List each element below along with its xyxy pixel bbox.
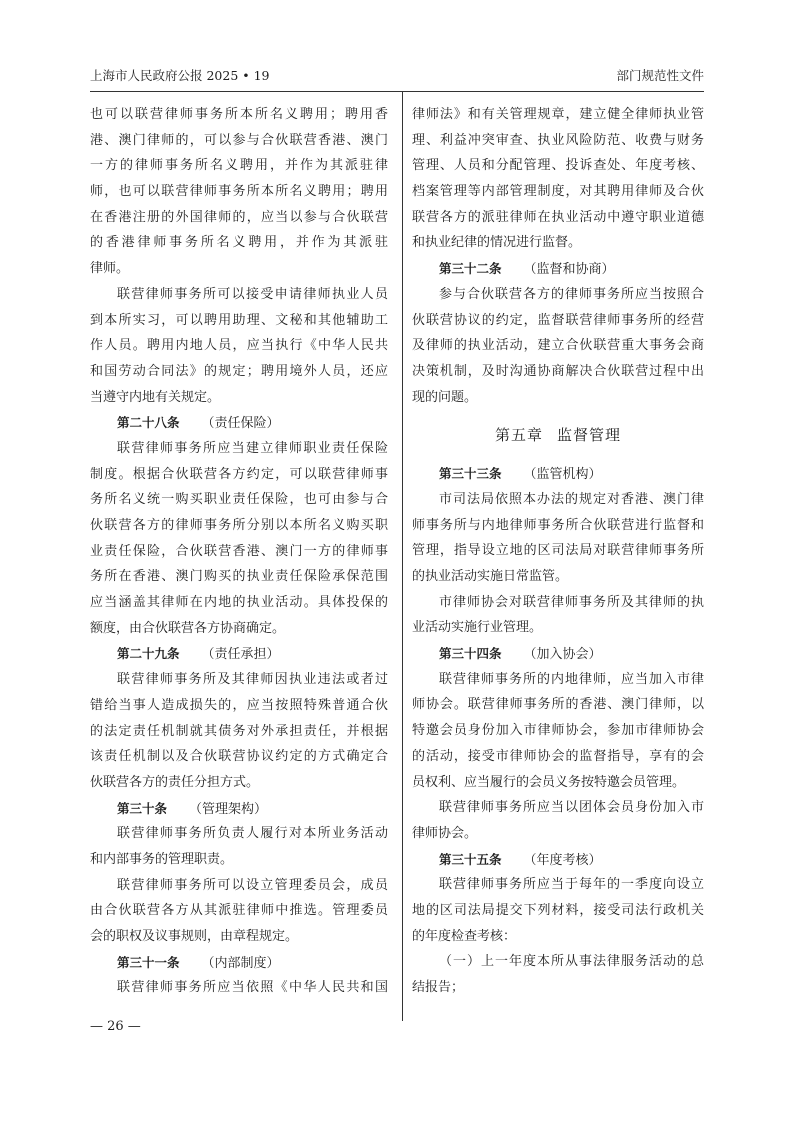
page-header — [90, 66, 704, 88]
text-line: 的香港律师事务所名义聘用，并作为其派驻 — [90, 235, 388, 251]
text-line: 伙联营各方的责任分担方式。 — [90, 774, 260, 790]
text-line: 联营各方的派驻律师在执业活动中遵守职业道德 — [412, 209, 704, 225]
text-line: 伙联营各方的律师事务所分别以本所名义购买职 — [90, 518, 388, 533]
left-column — [90, 102, 388, 1001]
text-line: 师事务所与内地律师事务所合伙联营进行监督和 — [412, 517, 704, 533]
text-line: 和执业纪律的情况进行监督。 — [412, 235, 582, 251]
article-heading — [90, 796, 388, 822]
text-line: 额度，由合伙联营各方协商确定。 — [90, 620, 286, 636]
text-line: 市司法局依照本办法的规定对香港、澳门律 — [439, 491, 704, 507]
text-line: 理、利益冲突审查、执业风险防范、收费与财务 — [412, 132, 704, 148]
text-line: 市律师协会对联营律师事务所及其律师的执 — [439, 594, 704, 610]
text-line: 联营律师事务所及其律师因执业违法或者过 — [117, 672, 388, 688]
text-line: 一方的律师事务所名义聘用，并作为其派驻律 — [90, 158, 388, 174]
text-line: 到本所实习，可以聘用助理、文秘和其他辅助工 — [90, 312, 388, 328]
article-topic: （责任保险） — [201, 416, 280, 432]
text-line: 特邀会员身份加入市律师协会，参加市律师协会 — [412, 723, 704, 739]
text-line: 师，也可以联营律师事务所本所名义聘用；聘用 — [90, 184, 388, 200]
article-heading — [90, 950, 388, 976]
article-number: 第三十四条 — [439, 646, 502, 662]
article-number: 第二十九条 — [117, 646, 180, 662]
text-line: 当遵守内地有关规定。 — [90, 389, 221, 405]
text-line: 港、澳门律师的，可以参与合伙联营香港、澳门 — [90, 132, 388, 148]
header-divider — [90, 91, 704, 92]
text-line: 及律师的执业活动，建立合伙联营重大事务会商 — [412, 338, 704, 354]
text-line: 地的区司法局提交下列材料，接受司法行政机关 — [412, 902, 704, 918]
text-line: 该责任机制以及合伙联营协议约定的方式确定合 — [90, 749, 388, 765]
text-line: 伙联营协议的约定，监督联营律师事务所的经营 — [412, 312, 704, 328]
text-line: 档案管理等内部管理制度，对其聘用律师及合伙 — [412, 184, 704, 200]
text-line: 联营律师事务所应当于每年的一季度向设立 — [439, 877, 704, 893]
page-number: — 26 — — [90, 1019, 141, 1034]
text-line: 的执业活动实施日常监管。 — [412, 569, 569, 584]
text-line: 联营律师事务所的内地律师，应当加入市律 — [439, 671, 704, 687]
text-line: 会的职权及议事规则，由章程规定。 — [90, 929, 299, 944]
article-topic: （监督和协商） — [523, 262, 615, 278]
header-section-title: 部门规范性文件 — [616, 68, 704, 83]
article-topic: （加入协会） — [523, 647, 602, 663]
article-number: 第三十三条 — [439, 466, 502, 482]
article-heading — [412, 847, 704, 873]
article-topic: （管理架构） — [189, 801, 268, 817]
header-publication-title: 上海市人民政府公报 2025 • 19 — [90, 68, 270, 83]
article-number: 第三十一条 — [117, 954, 180, 970]
article-topic: （年度考核） — [523, 852, 602, 868]
article-heading — [90, 410, 388, 436]
article-number: 第二十八条 — [117, 415, 180, 431]
article-heading — [412, 256, 704, 282]
text-line: 和国劳动合同法》的规定；聘用境外人员，还应 — [90, 363, 388, 379]
text-line: 联营律师事务所应当以团体会员身份加入市 — [439, 800, 704, 816]
article-number: 第三十二条 — [439, 261, 502, 277]
text-line: 管理、人员和分配管理、投诉查处、年度考核、 — [412, 158, 704, 174]
text-line: 联营律师事务所负责人履行对本所业务活动 — [117, 826, 388, 842]
text-line: 务所在香港、澳门购买的执业责任保险承保范围 — [90, 569, 388, 585]
chapter-number: 第五章 — [494, 426, 543, 445]
article-heading — [90, 641, 388, 667]
text-line: 和内部事务的管理职责。 — [90, 851, 234, 867]
text-line: 务所名义统一购买职业责任保险，也可由参与合 — [90, 492, 388, 508]
text-line: 决策机制，及时沟通协商解决合伙联营过程中出 — [412, 363, 704, 379]
text-line: 联营律师事务所应当依照《中华人民共和国 — [117, 980, 388, 996]
article-topic: （内部制度） — [201, 955, 280, 971]
text-line: 联营律师事务所可以接受申请律师执业人员 — [117, 286, 388, 302]
text-line: 律师。 — [90, 261, 130, 277]
text-line: 制度。根据合伙联营各方约定，可以联营律师事 — [90, 466, 388, 482]
text-line: （一）上一年度本所从事法律服务活动的总 — [439, 954, 704, 970]
text-line: 错给当事人造成损失的，应当按照特殊普通合伙 — [90, 697, 388, 713]
text-line: 业活动实施行业管理。 — [412, 620, 543, 636]
article-topic: （监管机构） — [523, 467, 602, 483]
text-line: 的法定责任机制就其债务对外承担责任，并根据 — [90, 723, 388, 739]
text-line: 员权利、应当履行的会员义务按特邀会员管理。 — [412, 774, 686, 790]
text-line: 作人员。聘用内地人员，应当执行《中华人民共 — [90, 338, 388, 354]
right-column — [412, 102, 704, 1001]
chapter-heading — [412, 410, 704, 461]
article-heading — [412, 641, 704, 667]
column-divider — [402, 91, 403, 1021]
article-number: 第三十条 — [117, 800, 168, 816]
text-line: 参与合伙联营各方的律师事务所应当按照合 — [439, 286, 704, 302]
chapter-title: 监督管理 — [557, 426, 622, 445]
text-line: 也可以联营律师事务所本所名义聘用；聘用香 — [90, 107, 388, 122]
text-line: 律师协会。 — [412, 825, 478, 841]
text-line: 的年度检查考核： — [412, 928, 517, 944]
text-line: 应当涵盖其律师在内地的执业活动。具体投保的 — [90, 595, 388, 611]
text-line: 联营律师事务所应当建立律师职业责任保险 — [117, 440, 388, 456]
article-number: 第三十五条 — [439, 851, 502, 867]
article-topic: （责任承担） — [201, 647, 280, 663]
text-line: 在香港注册的外国律师的，应当以参与合伙联营 — [90, 209, 388, 225]
text-line: 管理，指导设立地的区司法局对联营律师事务所 — [412, 543, 704, 559]
text-line: 联营律师事务所可以设立管理委员会，成员 — [117, 877, 388, 893]
text-line: 现的问题。 — [412, 389, 478, 405]
text-line: 业责任保险，合伙联营香港、澳门一方的律师事 — [90, 543, 388, 559]
text-line: 由合伙联营各方从其派驻律师中推选。管理委员 — [90, 903, 388, 919]
text-line: 的活动，接受市律师协会的监督指导，享有的会 — [412, 748, 704, 764]
text-line: 结报告； — [412, 980, 465, 995]
text-line: 律师法》和有关管理规章，建立健全律师执业管 — [412, 107, 704, 122]
article-heading — [412, 461, 704, 487]
text-line: 师协会。联营律师事务所的香港、澳门律师，以 — [412, 697, 704, 713]
